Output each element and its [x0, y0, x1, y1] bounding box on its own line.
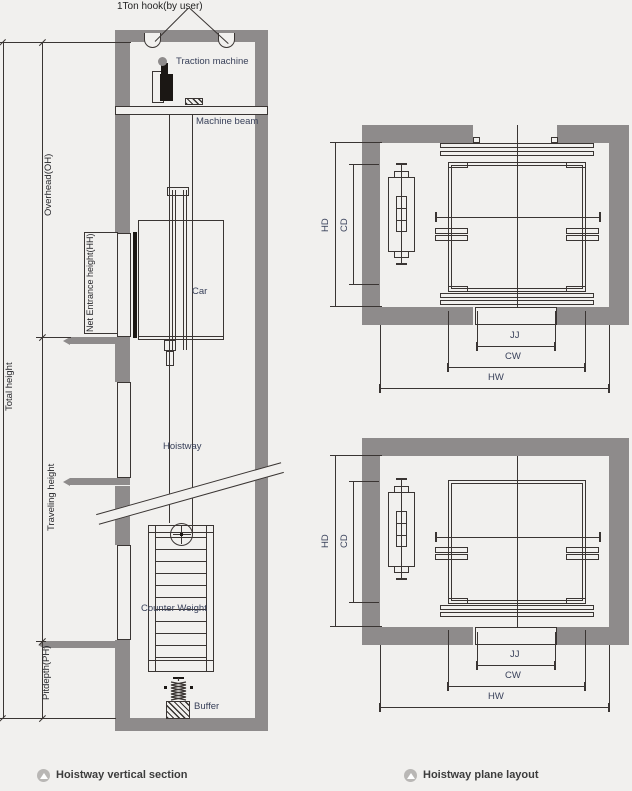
floor-slab-mid	[70, 478, 130, 485]
ext-line	[448, 311, 449, 368]
plan-centerline	[517, 125, 518, 307]
cwt-guide-shoe	[394, 566, 409, 573]
safety-gear	[164, 340, 176, 351]
ext-line	[609, 325, 610, 391]
buffer-bolt	[164, 686, 167, 689]
cwt-plate-line	[397, 208, 407, 209]
counterweight-frame	[148, 525, 214, 672]
rail-centerline	[436, 537, 600, 538]
ext-line	[585, 311, 586, 368]
hd-label: HD	[320, 534, 331, 548]
rail-bracket	[566, 228, 599, 234]
dim-end	[584, 363, 586, 372]
dim-tick	[349, 602, 379, 603]
left-wall-seg1	[115, 42, 130, 233]
rail-bracket	[435, 235, 468, 241]
machine-sheave-icon	[158, 57, 167, 66]
dim-end	[554, 661, 556, 670]
car-return-panel	[566, 286, 586, 292]
ext-line	[380, 645, 381, 708]
dim-tick	[349, 164, 379, 165]
cd-dim-line	[353, 481, 354, 603]
rail-end-mark	[435, 532, 437, 542]
counterweight-plate	[155, 573, 206, 574]
hoisting-hook-icon	[144, 33, 161, 48]
rail-centerline	[436, 217, 600, 218]
landing-door-1	[117, 233, 131, 337]
cw-label: CW	[505, 351, 521, 362]
dim-tick	[84, 333, 118, 334]
cwt-plate-line	[397, 535, 407, 536]
counterweight-rail	[206, 525, 207, 672]
cwt-guide-shoe	[394, 171, 409, 178]
hd-dim-line	[335, 456, 336, 627]
counterweight-plate	[155, 645, 206, 646]
plan-wall	[557, 627, 629, 645]
landing-door-plan	[475, 627, 557, 645]
safety-gear-shoe	[166, 351, 174, 366]
jj-label: JJ	[510, 330, 520, 341]
dim-end	[608, 384, 610, 393]
floor-slab-point	[63, 478, 70, 486]
cw-dim-line	[448, 686, 586, 687]
rail-bracket	[566, 547, 599, 553]
counterweight-plate	[155, 657, 206, 658]
jj-label: JJ	[510, 649, 520, 660]
machine-beam	[115, 106, 268, 115]
dim-end	[447, 363, 449, 372]
car-door	[133, 232, 137, 338]
overhead-label: Overhead(OH)	[43, 153, 54, 216]
car-return-panel	[566, 598, 586, 604]
plan-wall	[362, 438, 629, 456]
dim-tick	[0, 718, 116, 719]
cwt-channel	[396, 511, 407, 547]
jj-dim-line	[477, 346, 556, 347]
hw-label: HW	[488, 372, 504, 383]
traction-machine-label: Traction machine	[176, 56, 249, 67]
plan-wall	[609, 438, 629, 645]
hw-dim-line	[380, 707, 610, 708]
pit-floor	[115, 718, 268, 731]
car-outline	[138, 220, 224, 340]
counterweight-rail	[155, 525, 156, 672]
plan-wall	[609, 125, 629, 325]
sheave-hub	[180, 533, 183, 536]
cd-label: CD	[339, 534, 350, 548]
traveling-height-label: Traveling height	[46, 463, 57, 531]
buffer-base	[166, 701, 190, 719]
cwt-channel	[396, 196, 407, 232]
plane-layout-caption: Hoistway plane layout	[423, 769, 539, 781]
cd-dim-line	[353, 164, 354, 285]
landing-door-3	[117, 545, 131, 640]
dim-tick	[330, 306, 382, 307]
rail-end-mark	[599, 212, 601, 222]
rail-bracket	[435, 228, 468, 234]
jj-dim-line	[477, 665, 556, 666]
cd-label: CD	[339, 218, 350, 232]
rail-bracket	[566, 235, 599, 241]
plan-centerline	[517, 456, 518, 627]
dim-end	[608, 703, 610, 712]
rail-end-mark	[599, 532, 601, 542]
total-height-label: Total height	[4, 362, 15, 411]
counterweight-plate	[155, 621, 206, 622]
dim-tick	[349, 284, 379, 285]
dim-end	[379, 384, 381, 393]
counterweight-plate	[155, 585, 206, 586]
vertical-section-caption: Hoistway vertical section	[56, 769, 188, 781]
cwt-end-mark	[396, 578, 407, 580]
left-wall-seg2	[115, 344, 130, 382]
right-wall	[255, 42, 268, 718]
top-slab	[115, 30, 268, 42]
cwt-plate-line	[397, 523, 407, 524]
floor-slab-top	[70, 337, 130, 344]
car-return-panel	[448, 162, 468, 168]
plan-wall	[362, 627, 473, 645]
counterweight-plate	[155, 597, 206, 598]
buffer-bolt	[190, 686, 193, 689]
cwt-plate-line	[397, 220, 407, 221]
cwt-end-mark	[396, 263, 407, 265]
inner-dim-line	[42, 42, 43, 719]
ext-line	[448, 630, 449, 687]
machine-beam-label: Machine beam	[196, 116, 259, 127]
floor-slab-point	[63, 337, 70, 345]
rail-end-mark	[435, 212, 437, 222]
hook-label: 1Ton hook(by user)	[117, 1, 203, 12]
hd-label: HD	[320, 218, 331, 232]
dim-end	[476, 342, 478, 351]
buffer-spring-icon	[166, 677, 191, 702]
ext-line	[585, 630, 586, 687]
dim-tick	[0, 42, 131, 43]
counterweight-plate	[155, 549, 206, 550]
dim-end	[476, 661, 478, 670]
dim-end	[447, 682, 449, 691]
car-return-panel	[448, 286, 468, 292]
machine-pad	[185, 98, 203, 105]
counter-weight-label: Counter Weight	[141, 603, 207, 614]
ext-line	[609, 645, 610, 708]
hw-dim-line	[380, 388, 610, 389]
dim-tick	[330, 142, 382, 143]
dim-end	[379, 703, 381, 712]
cwt-guide-shoe	[394, 486, 409, 493]
plan-wall	[362, 438, 380, 645]
rail-bracket	[566, 554, 599, 560]
landing-door-2	[117, 382, 131, 478]
cwt-end-mark	[396, 163, 407, 165]
dim-end	[584, 682, 586, 691]
section-marker-triangle-icon	[407, 773, 415, 779]
buffer-label: Buffer	[194, 701, 220, 712]
cw-label: CW	[505, 670, 521, 681]
hw-label: HW	[488, 691, 504, 702]
traction-machine-body	[160, 74, 173, 101]
cw-dim-line	[448, 367, 586, 368]
net-entrance-height-label: Net Entrance height(HH)	[85, 233, 95, 332]
counterweight-cap	[148, 660, 214, 661]
hd-dim-line	[335, 143, 336, 307]
pit-depth-label: Pitdepth(PH)	[41, 645, 52, 700]
landing-door-plan	[475, 307, 557, 325]
car-label: Car	[192, 286, 208, 297]
section-marker-triangle-icon	[40, 773, 48, 779]
cwt-guide-shoe	[394, 251, 409, 258]
counterweight-plate	[155, 633, 206, 634]
dim-tick	[349, 481, 379, 482]
rail-bracket	[435, 554, 468, 560]
hoistway-label: Hoistway	[163, 441, 202, 452]
dim-end	[554, 342, 556, 351]
floor-slab-bottom	[45, 641, 130, 648]
dim-tick	[330, 455, 382, 456]
car-return-panel	[448, 598, 468, 604]
plan-wall	[362, 125, 380, 325]
ext-line	[380, 325, 381, 391]
counterweight-plate	[155, 561, 206, 562]
cwt-end-mark	[396, 478, 407, 480]
dim-tick	[330, 626, 382, 627]
rail-bracket	[435, 547, 468, 553]
car-return-panel	[566, 162, 586, 168]
car-floor-line	[139, 336, 224, 337]
